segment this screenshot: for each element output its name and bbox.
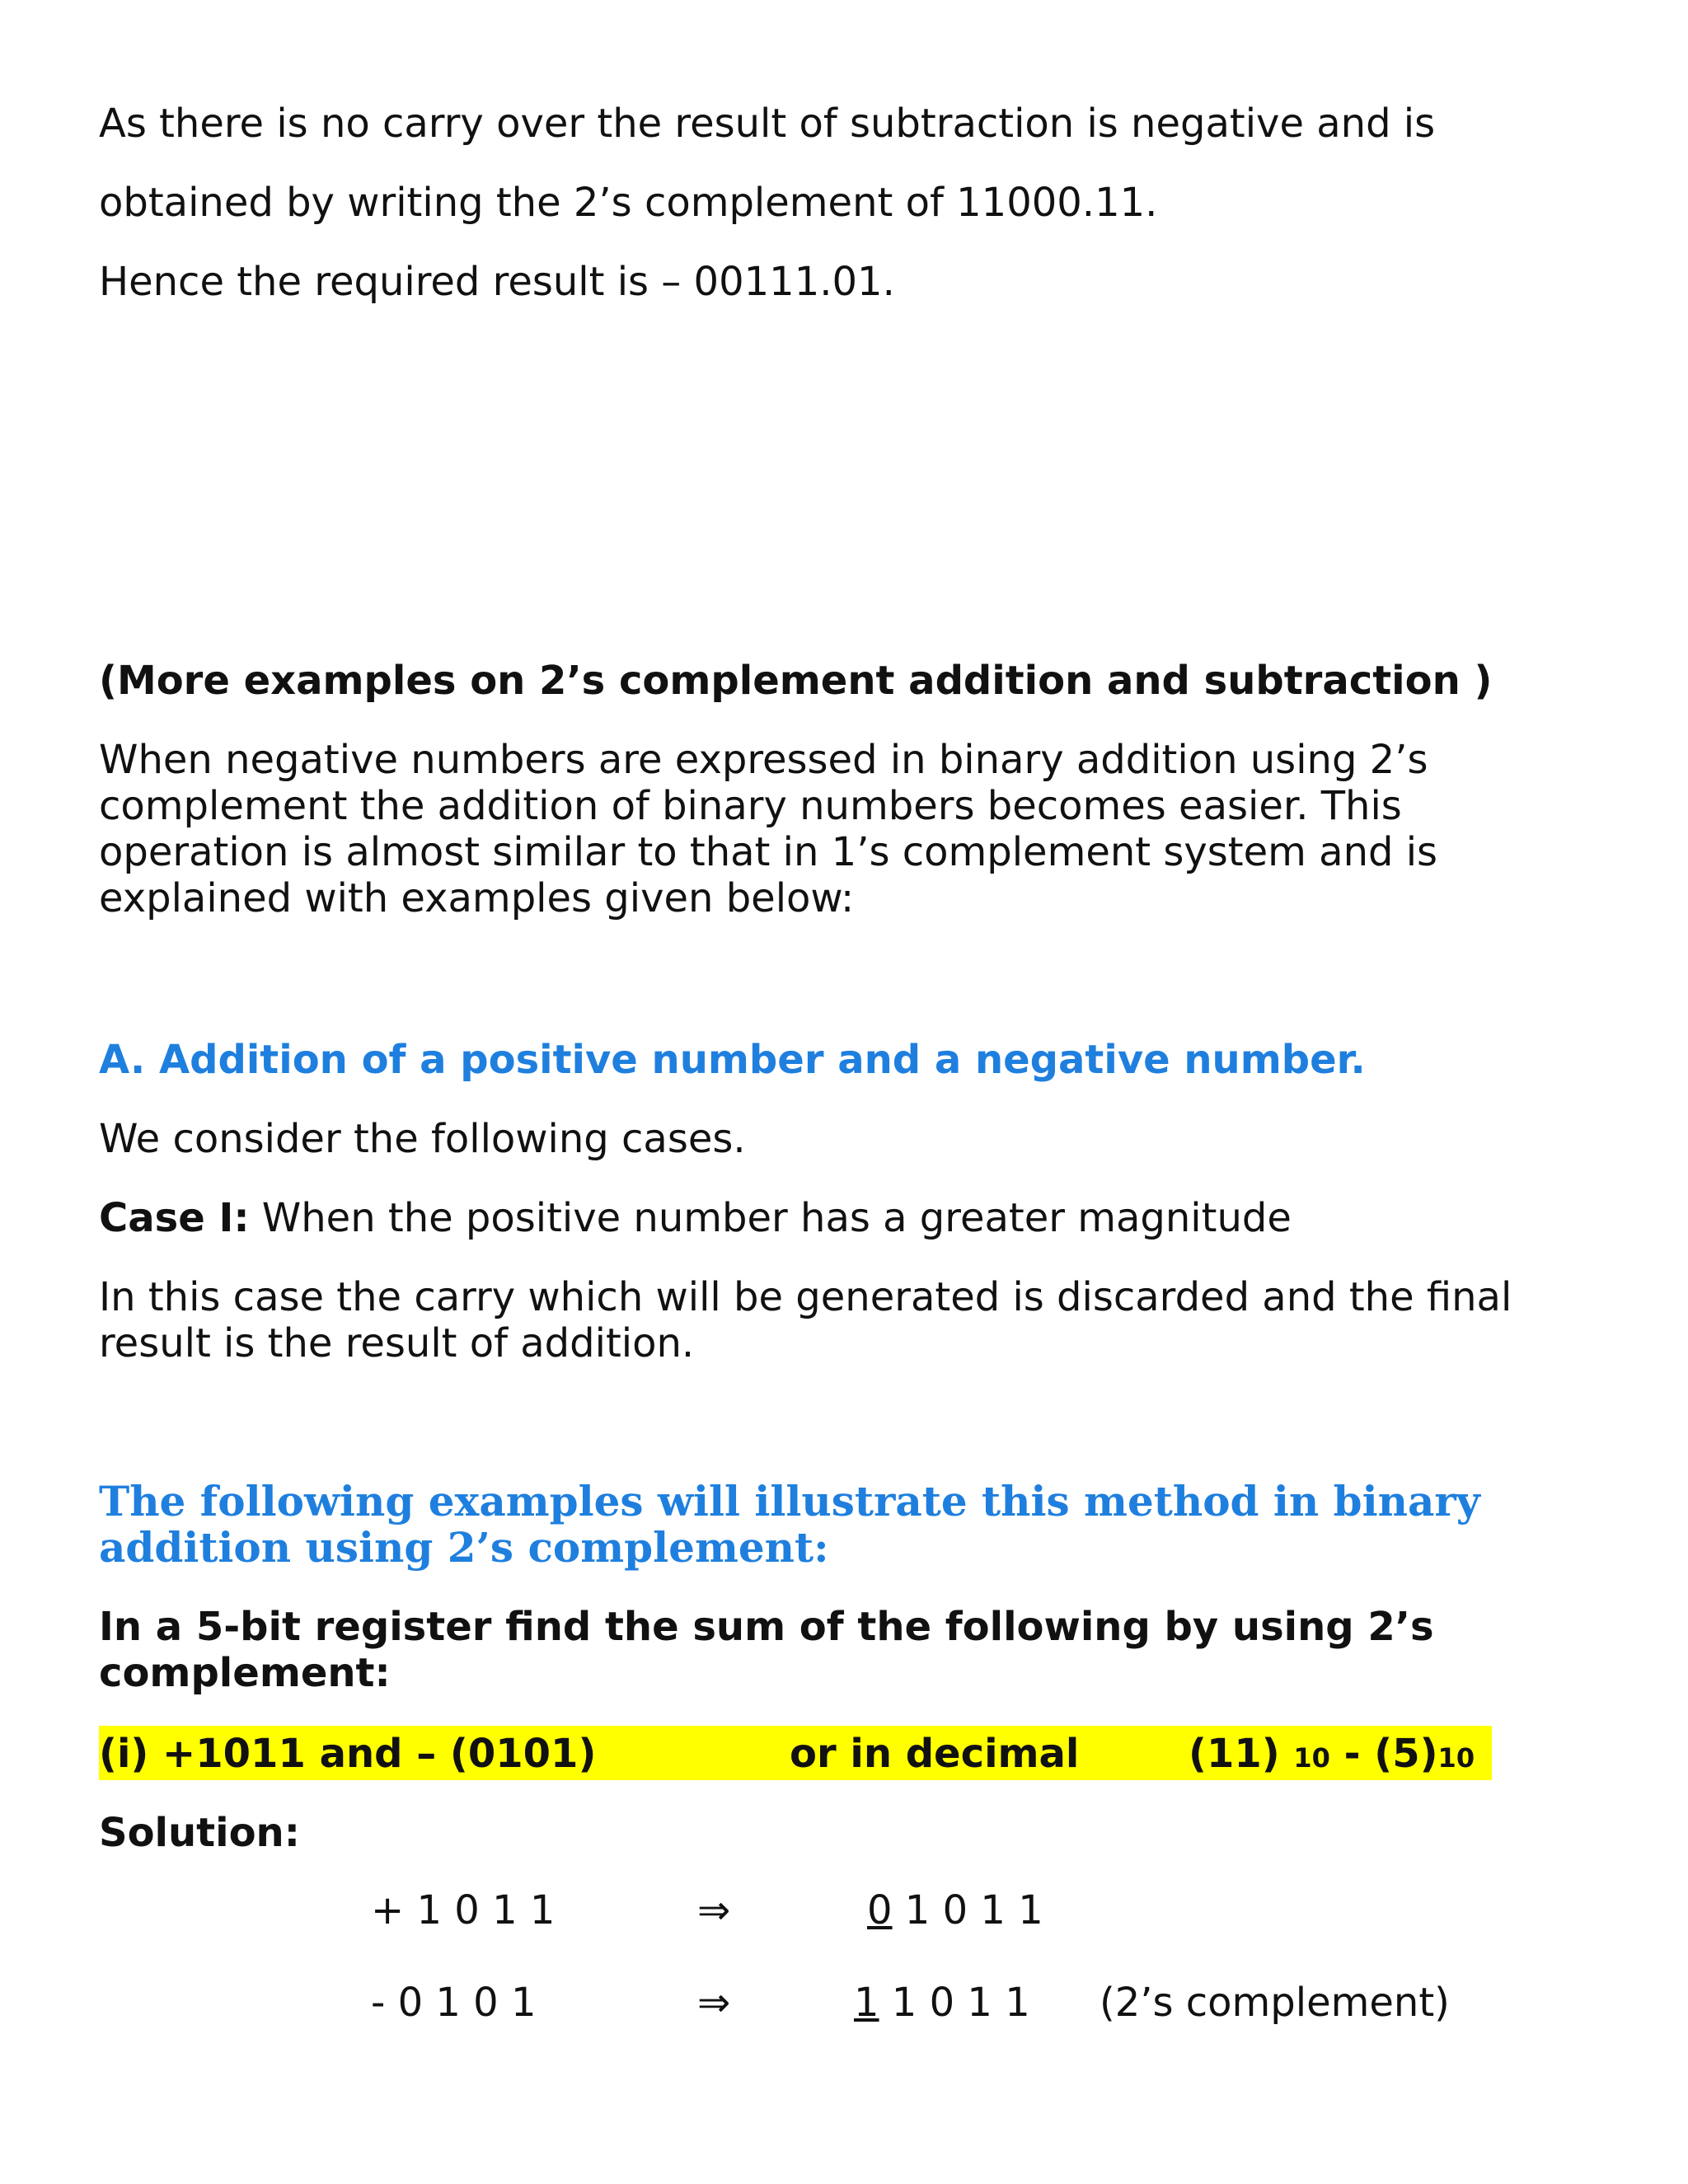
case-detail: In this case the carry which will be generated is discarded and the final result is the result of addition. <box>99 1274 1512 1366</box>
problem-decimal-expression: (11) 10 - (5)10 <box>1189 1731 1475 1777</box>
intro-line-1: As there is no carry over the result of subtraction is negative and is <box>99 101 1436 147</box>
case-one <box>99 1195 1292 1241</box>
implies-arrow: ⇒ <box>697 1887 731 1933</box>
register-value-positive: 0 1 0 1 1 <box>867 1887 1043 1933</box>
subscript-ten: 10 <box>1293 1742 1330 1774</box>
solution-label: Solution: <box>99 1810 300 1856</box>
consider-text: We consider the following cases. <box>99 1116 746 1162</box>
operand-negative: - 0 1 0 1 <box>371 1980 537 2026</box>
sign-bit: 0 <box>867 1887 893 1933</box>
problem-decimal-label: or in decimal <box>790 1731 1080 1777</box>
section-paragraph: When negative numbers are expressed in binary addition using 2’s complement the addition of binary numbers becomes easier. This operation is almost similar to that in 1’s complement system and is explained with examples given below: <box>99 737 1438 921</box>
section-heading: (More examples on 2’s complement addition and subtraction ) <box>99 658 1493 704</box>
case-label: Case I: <box>99 1195 250 1241</box>
task-text: In a 5-bit register find the sum of the following by using 2’s complement: <box>99 1604 1434 1696</box>
problem-expression: (i) +1011 and – (0101) <box>99 1731 597 1777</box>
intro-line-3: Hence the required result is – 00111.01. <box>99 259 895 305</box>
part-a-heading: A. Addition of a positive number and a negative number. <box>99 1037 1366 1083</box>
case-text: When the positive number has a greater magnitude <box>249 1195 1292 1241</box>
register-value-negative: 1 1 0 1 1 <box>854 1980 1030 2026</box>
implies-arrow: ⇒ <box>697 1980 731 2026</box>
examples-heading: The following examples will illustrate this method in binary addition using 2’s complement: <box>99 1477 1480 1572</box>
intro-line-2: obtained by writing the 2’s complement of 11000.11. <box>99 180 1158 226</box>
operand-positive: + 1 0 1 1 <box>371 1887 556 1933</box>
sign-bit: 1 <box>854 1980 879 2026</box>
subscript-ten: 10 <box>1437 1742 1475 1774</box>
complement-note: (2’s complement) <box>1100 1980 1450 2026</box>
